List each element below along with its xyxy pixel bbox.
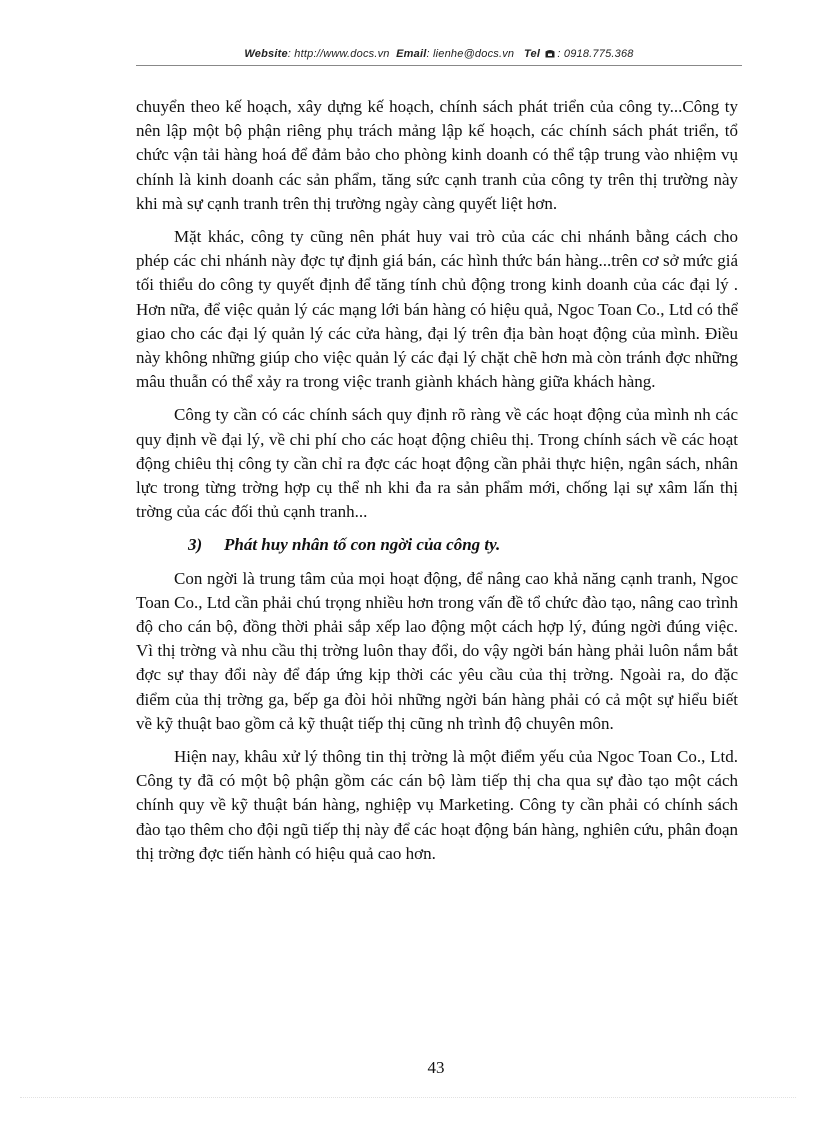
section-title: Phát huy nhân tố con ngời của công ty.	[224, 535, 501, 555]
email-label: Email	[396, 48, 427, 60]
section-heading	[136, 533, 738, 557]
website-label: Website	[244, 48, 288, 60]
page-number: 43	[427, 1058, 445, 1077]
paragraph-4: Con ngời là trung tâm của mọi hoạt động, để nâng cao khả năng cạnh tranh, Ngoc Toan Co., Ltd cần phải chú trọng nhiều hơn trong vấn đề tổ chức đào tạo, nâng cao trình độ cho cán bộ, đồng thời phải sắp xếp lao động một cách hợp lý, đúng ngời đúng việc. Vì thị trờng và nhu cầu thị trờng luôn thay đổi, do vậy ngời bán hàng phải luôn nắm bắt đợc sự thay đổi này để đáp ứng kịp thời các yêu cầu của thị trờng. Ngoài ra, do đặc điểm của thị trờng ga, bếp ga đòi hỏi những ngời bán hàng phải có cả một sự hiểu biết về kỹ thuật bao gồm cả kỹ thuật tiếp thị cũng nh trình độ chuyên môn.	[136, 568, 738, 733]
paragraph-2: Mặt khác, công ty cũng nên phát huy vai trò của các chi nhánh bằng cách cho phép các chi nhánh này đợc tự định giá bán, các hình thức bán hàng...trên cơ sở mức giá tối thiểu do công ty quyết định để tăng tính chủ động trong kinh doanh của các đại lý . Hơn nữa, để việc quản lý các mạng lới bán hàng có hiệu quả, Ngoc Toan Co., Ltd có thể giao cho các đại lý quản lý các cửa hàng, đại lý trên địa bàn hoạt động của mình. Điều này không những giúp cho việc quản lý các đại lý chặt chẽ hơn mà còn tránh đợc những mâu thuẫn có thể xảy ra trong việc tranh giành khách hàng giữa khách hàng.	[136, 227, 738, 392]
body-text	[136, 95, 738, 875]
website-value: : http://www.docs.vn	[287, 48, 390, 60]
section-number: 3)	[188, 535, 203, 555]
page-header	[136, 48, 742, 60]
footer-divider	[20, 1097, 796, 1098]
paragraph-3: Công ty cần có các chính sách quy định rõ ràng về các hoạt động của mình nh các quy định về đại lý, về chi phí cho các hoạt động chiêu thị. Trong chính sách về các hoạt động chiêu thị công ty cần chỉ ra đợc các hoạt động cần phải thực hiện, ngân sách, nhân lực trong từng trờng hợp cụ thể nh khi đa ra sản phẩm mới, chống lại sự xâm lấn thị trờng của các đối thủ cạnh tranh...	[136, 405, 738, 522]
email-value: : lienhe@docs.vn	[426, 48, 515, 60]
header-divider	[136, 65, 742, 66]
telephone-icon	[545, 49, 555, 58]
tel-value: : 0918.775.368	[557, 48, 634, 60]
paragraph-1: chuyển theo kế hoạch, xây dựng kế hoạch, chính sách phát triển của công ty...Công ty nên lập một bộ phận riêng phụ trách mảng lập kế hoạch, các chính sách phát triển, tổ chức vận tải hàng hoá để đảm bảo cho phòng kinh doanh có thể tập trung vào nhiệm vụ chính là kinh doanh các sản phẩm, tăng sức cạnh tranh của công ty trên thị trường này khi mà sự cạnh tranh trên thị trường ngày càng quyết liệt hơn.	[136, 97, 738, 213]
paragraph-5: Hiện nay, khâu xử lý thông tin thị trờng là một điểm yếu của Ngoc Toan Co., Ltd. Công ty đã có một bộ phận gồm các cán bộ làm tiếp thị cha qua sự đào tạo một cách chính quy về kỹ thuật bán hàng, nghiệp vụ Marketing. Công ty cần phải có chính sách đào tạo thêm cho đội ngũ tiếp thị này để các hoạt động bán hàng, nghiên cứu, phân đoạn thị trờng đợc tiến hành có hiệu quả cao hơn.	[136, 747, 738, 863]
tel-label: Tel	[524, 48, 541, 60]
